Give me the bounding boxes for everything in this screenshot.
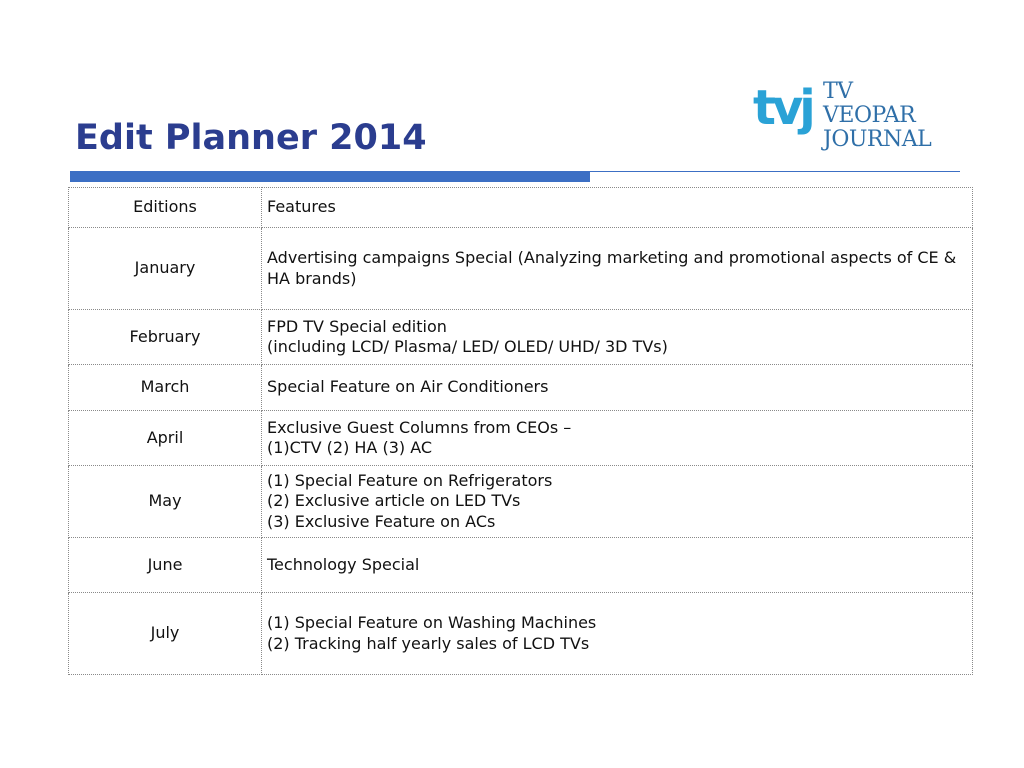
tvj-logo [753, 80, 953, 164]
features-cell [262, 466, 973, 538]
feature-line: (1) Special Feature on Refrigerators [267, 470, 553, 490]
features-cell [262, 310, 973, 365]
logo-line-3: JOURNAL [823, 127, 932, 152]
feature-line: Exclusive Guest Columns from CEOs – [267, 417, 572, 437]
header-features: Features [262, 188, 973, 228]
features-cell [262, 538, 973, 593]
features-cell [262, 365, 973, 411]
feature-line: (including LCD/ Plasma/ LED/ OLED/ UHD/ 3D TVs) [267, 337, 668, 356]
features-cell [262, 228, 973, 310]
feature-line: Advertising campaigns Special (Analyzing marketing and promotional aspects of CE & HA brands) [267, 248, 957, 288]
feature-line: Technology Special [267, 554, 420, 574]
header-divider-accent [70, 171, 590, 182]
table-row [69, 466, 973, 538]
feature-line: (1)CTV (2) HA (3) AC [267, 438, 433, 457]
table-row [69, 593, 973, 675]
edition-cell: February [69, 310, 262, 365]
table-row [69, 538, 973, 593]
edition-cell: July [69, 593, 262, 675]
feature-line: (1) Special Feature on Washing Machines [267, 613, 597, 632]
feature-line: Special Feature on Air Conditioners [267, 377, 549, 397]
edition-cell: April [69, 411, 262, 466]
logo-line-2: VEOPAR [823, 103, 916, 128]
logo-line-1: TV [823, 79, 853, 104]
edit-planner-table [68, 187, 973, 675]
header-editions: Editions [69, 188, 262, 228]
logo-mark: tvj [753, 80, 812, 136]
features-cell [262, 593, 973, 675]
feature-line: FPD TV Special edition [267, 316, 447, 336]
feature-line: (2) Tracking half yearly sales of LCD TVs [267, 633, 590, 653]
edition-cell: June [69, 538, 262, 593]
edition-cell: March [69, 365, 262, 411]
logo-wordmark [823, 80, 931, 152]
features-cell [262, 411, 973, 466]
table-row [69, 228, 973, 310]
feature-line: (3) Exclusive Feature on ACs [267, 511, 496, 531]
table-row [69, 365, 973, 411]
table-row [69, 411, 973, 466]
table-header-row [69, 188, 973, 228]
table-row [69, 310, 973, 365]
feature-line: (2) Exclusive article on LED TVs [267, 491, 521, 511]
slide-title: Edit Planner 2014 [75, 118, 427, 158]
edition-cell: January [69, 228, 262, 310]
edition-cell: May [69, 466, 262, 538]
